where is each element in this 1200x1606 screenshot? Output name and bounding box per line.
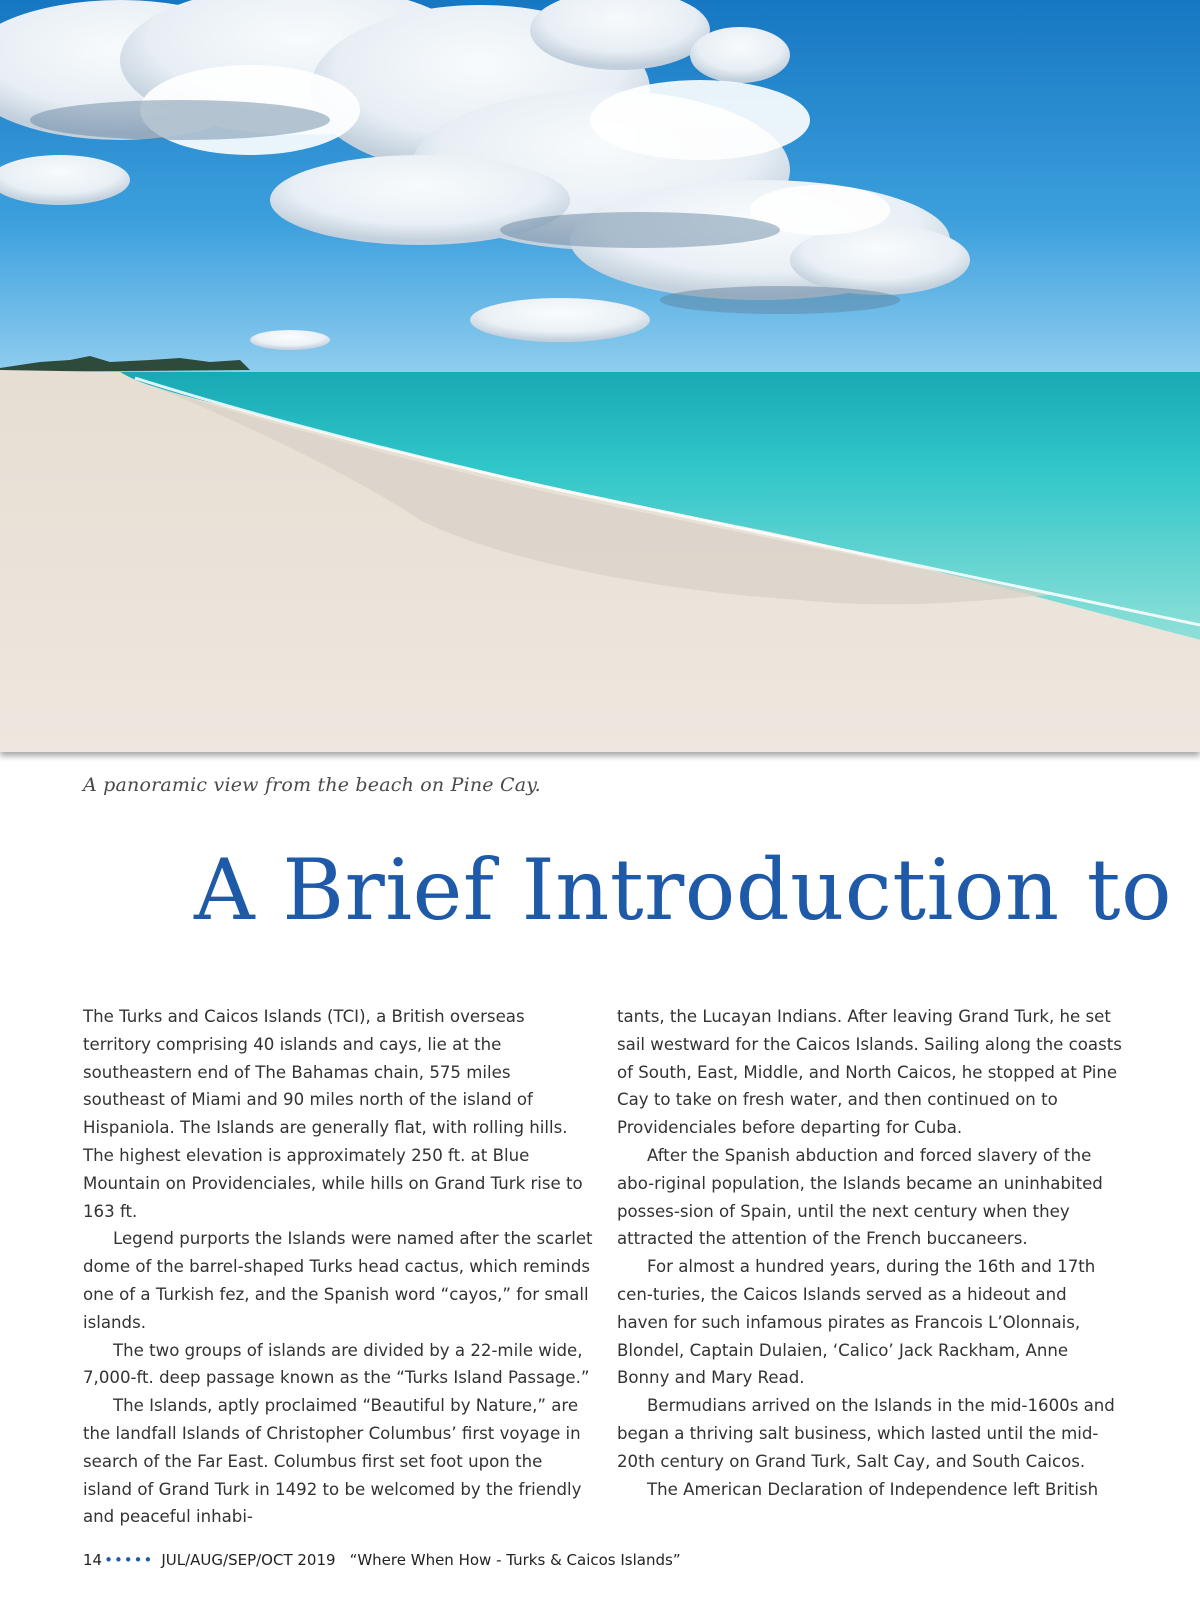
paragraph: The Turks and Caicos Islands (TCI), a British overseas territory comprising 40 islands and cays, lie at the southeastern end of The Bahamas chain, 575 miles southeast of Miami and 90 miles north of the island of Hispaniola. The Islands are generally flat, with rolling hills. The highest elevation is approximately 250 ft. at Blue Mountain on Providenciales, while hills on Grand Turk rise to 163 ft. <box>83 1007 583 1221</box>
article-right-column <box>617 1003 1122 1503</box>
paragraph: For almost a hundred years, during the 16th and 17th cen-turies, the Caicos Islands served as a hideout and haven for such infamous pirates as Francois L’Olonnais, Blondel, Captain Dulaien, ‘Calico’ Jack Rackham, Anne Bonny and Mary Read. <box>617 1257 1096 1388</box>
article-headline: A Brief Introduction to <box>194 841 1173 939</box>
paragraph: After the Spanish abduction and forced slavery of the abo-riginal population, the Islands became an uninhabited posses-sion of Spain, until the next century when they attracted the attention of the French buccaneers. <box>617 1145 1103 1249</box>
beach-photo <box>0 0 1200 752</box>
article-left-column <box>83 1003 593 1531</box>
page-number: 14 <box>83 1551 103 1569</box>
paragraph: Legend purports the Islands were named after the scarlet dome of the barrel-shaped Turks head cactus, which reminds one of a Turkish fez, and the Spanish word “cayos,” for small islands. <box>83 1229 593 1332</box>
paragraph: The two groups of islands are divided by a 22-mile wide, 7,000-ft. deep passage known as the “Turks Island Passage.” <box>83 1340 590 1388</box>
issue-date: JUL/AUG/SEP/OCT 2019 <box>161 1551 336 1569</box>
paragraph: The Islands, aptly proclaimed “Beautiful by Nature,” are the landfall Islands of Christopher Columbus’ first voyage in search of the Far East. Columbus first set foot upon the island of Grand Turk in 1492 to be welcomed by the friendly and peaceful inhabi- <box>83 1396 582 1527</box>
photo-caption: A panoramic view from the beach on Pine Cay. <box>83 774 541 796</box>
publication-name: “Where When How - Turks & Caicos Islands” <box>349 1551 681 1569</box>
paragraph: tants, the Lucayan Indians. After leaving Grand Turk, he set sail westward for the Caicos Islands. Sailing along the coasts of South, East, Middle, and North Caicos, he stopped at Pine Cay to take on fresh water, and then continued on to Providenciales before departing for Cuba. <box>617 1007 1122 1138</box>
paragraph: The American Declaration of Independence left British <box>647 1479 1099 1499</box>
paragraph: Bermudians arrived on the Islands in the mid-1600s and began a thriving salt business, which lasted until the mid-20th century on Grand Turk, Salt Cay, and South Caicos. <box>617 1396 1115 1471</box>
page-footer <box>83 1551 681 1569</box>
footer-dots: ••••• <box>104 1551 154 1569</box>
